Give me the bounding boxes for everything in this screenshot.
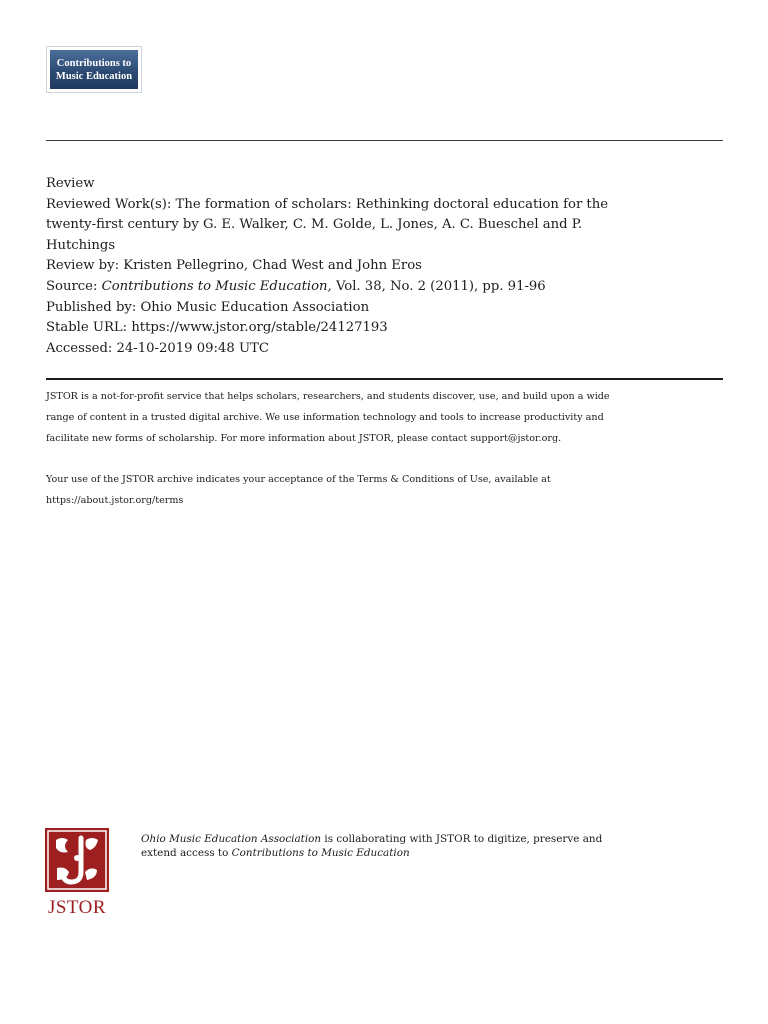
top-divider [46,140,723,141]
stable-url [46,318,706,339]
terms-link[interactable]: https://about.jstor.org/terms [46,495,184,506]
journal-logo-line2: Music Education [55,70,133,82]
terms-line1: Your use of the JSTOR archive indicates your acceptance of the Terms & Conditions of Use, available at [46,474,551,485]
notice-line3: facilitate new forms of scholarship. For more information about JSTOR, please contact support@jstor.org. [46,433,562,444]
extend-text: extend access to [141,846,232,859]
citation-block [46,174,706,359]
collab-text: is collaborating with JSTOR to digitize, preserve and [321,833,603,845]
notice-line2: range of content in a trusted digital archive. We use information technology and tools to increase productivity and [46,412,604,423]
journal-logo [46,46,142,93]
jstor-notice [46,386,716,531]
terms-paragraph [46,469,716,511]
collaboration-note [141,833,701,860]
accessed-value: 24-10-2019 09:48 UTC [116,340,269,356]
notice-divider [46,378,723,380]
jstor-logo [45,828,109,919]
reviewed-works-label: Reviewed Work(s): [46,196,172,212]
accessed [46,339,706,360]
journal-name: Contributions to Music Education [231,846,410,859]
reviewed-works [46,195,706,216]
stable-url-label: Stable URL: [46,320,128,336]
source-details: Vol. 38, No. 2 (2011), pp. 91-96 [335,278,546,294]
source-journal: Contributions to Music Education, [101,278,332,294]
item-type: Review [46,176,95,191]
source [46,277,706,298]
jstor-wordmark: JSTOR [47,897,107,918]
jstor-seal-icon [45,828,109,892]
journal-logo-banner [50,50,138,89]
reviewed-works-line3: Hutchings [46,237,116,253]
source-label: Source: [46,278,98,294]
review-by [46,256,706,277]
reviewed-works-line2: twenty-first century by G. E. Walker, C. M. Golde, L. Jones, A. C. Bueschel and P. [46,217,583,233]
notice-paragraph [46,386,716,449]
published-by-label: Published by: [46,299,137,315]
accessed-label: Accessed: [46,340,113,356]
review-by-label: Review by: [46,258,120,274]
journal-logo-line1: Contributions to [56,57,132,69]
review-by-authors: Kristen Pellegrino, Chad West and John Eros [123,258,422,274]
published-by [46,298,706,319]
published-by-value: Ohio Music Education Association [140,299,370,315]
notice-line1: JSTOR is a not-for-profit service that helps scholars, researchers, and students discover, use, and build upon a wide [46,391,610,402]
reviewed-works-line1: The formation of scholars: Rethinking doctoral education for the [175,196,609,212]
publisher-name: Ohio Music Education Association [141,833,322,845]
stable-url-link[interactable]: https://www.jstor.org/stable/24127193 [131,320,388,336]
